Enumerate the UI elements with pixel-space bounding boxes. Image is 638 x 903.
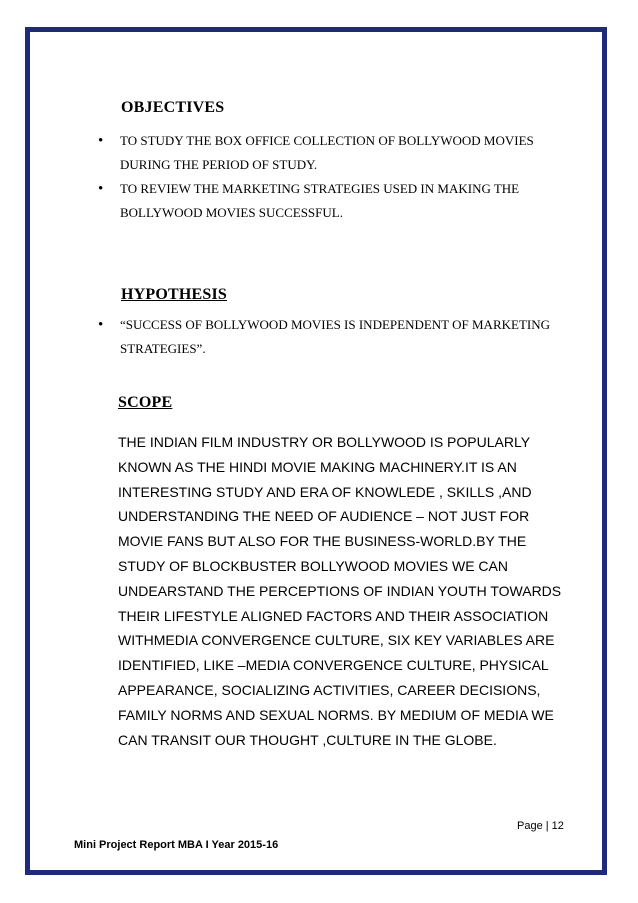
scope-paragraph: THE INDIAN FILM INDUSTRY OR BOLLYWOOD IS POPULARLY KNOWN AS THE HINDI MOVIE MAKING MACHINERY.IT IS AN INTERESTING STUDY AND ERA OF KNOWLEDE , SKILLS ,AND UNDERSTANDING THE NEED OF AUDIENCE – NOT JUST FOR MOVIE FANS BUT ALSO FOR THE BUSINESS-WORLD.BY THE STUDY OF BLOCKBUSTER BOLLYWOOD MOVIES WE CAN UNDEARSTAND THE PERCEPTIONS OF INDIAN YOUTH TOWARDS THEIR LIFESTYLE ALIGNED FACTORS AND THEIR ASSOCIATION WITHMEDIA CONVERGENCE CULTURE, SIX KEY VARIABLES ARE IDENTIFIED, LIKE –MEDIA CONVERGENCE CULTURE, PHYSICAL APPEARANCE, SOCIALIZING ACTIVITIES, CAREER DECISIONS, FAMILY NORMS AND SEXUAL NORMS. BY MEDIUM OF MEDIA WE CAN TRANSIT OUR THOUGHT ,CULTURE IN THE GLOBE. <box>118 434 562 748</box>
hypothesis-item: • “SUCCESS OF BOLLYWOOD MOVIES IS INDEPENDENT OF MARKETING STRATEGIES”. <box>96 313 566 361</box>
page-number: Page | 12 <box>517 820 564 832</box>
objective-item: • TO REVIEW THE MARKETING STRATEGIES USED IN MAKING THE BOLLYWOOD MOVIES SUCCESSFUL. <box>96 177 566 225</box>
hypothesis-list <box>96 313 566 361</box>
scope-heading: SCOPE <box>118 394 173 411</box>
report-footer: Mini Project Report MBA I Year 2015-16 <box>74 839 279 851</box>
objective-item: • TO STUDY THE BOX OFFICE COLLECTION OF BOLLYWOOD MOVIES DURING THE PERIOD OF STUDY. <box>96 129 566 177</box>
objectives-heading: OBJECTIVES <box>121 99 225 116</box>
objectives-list <box>96 129 566 225</box>
hypothesis-heading: HYPOTHESIS <box>121 286 228 303</box>
